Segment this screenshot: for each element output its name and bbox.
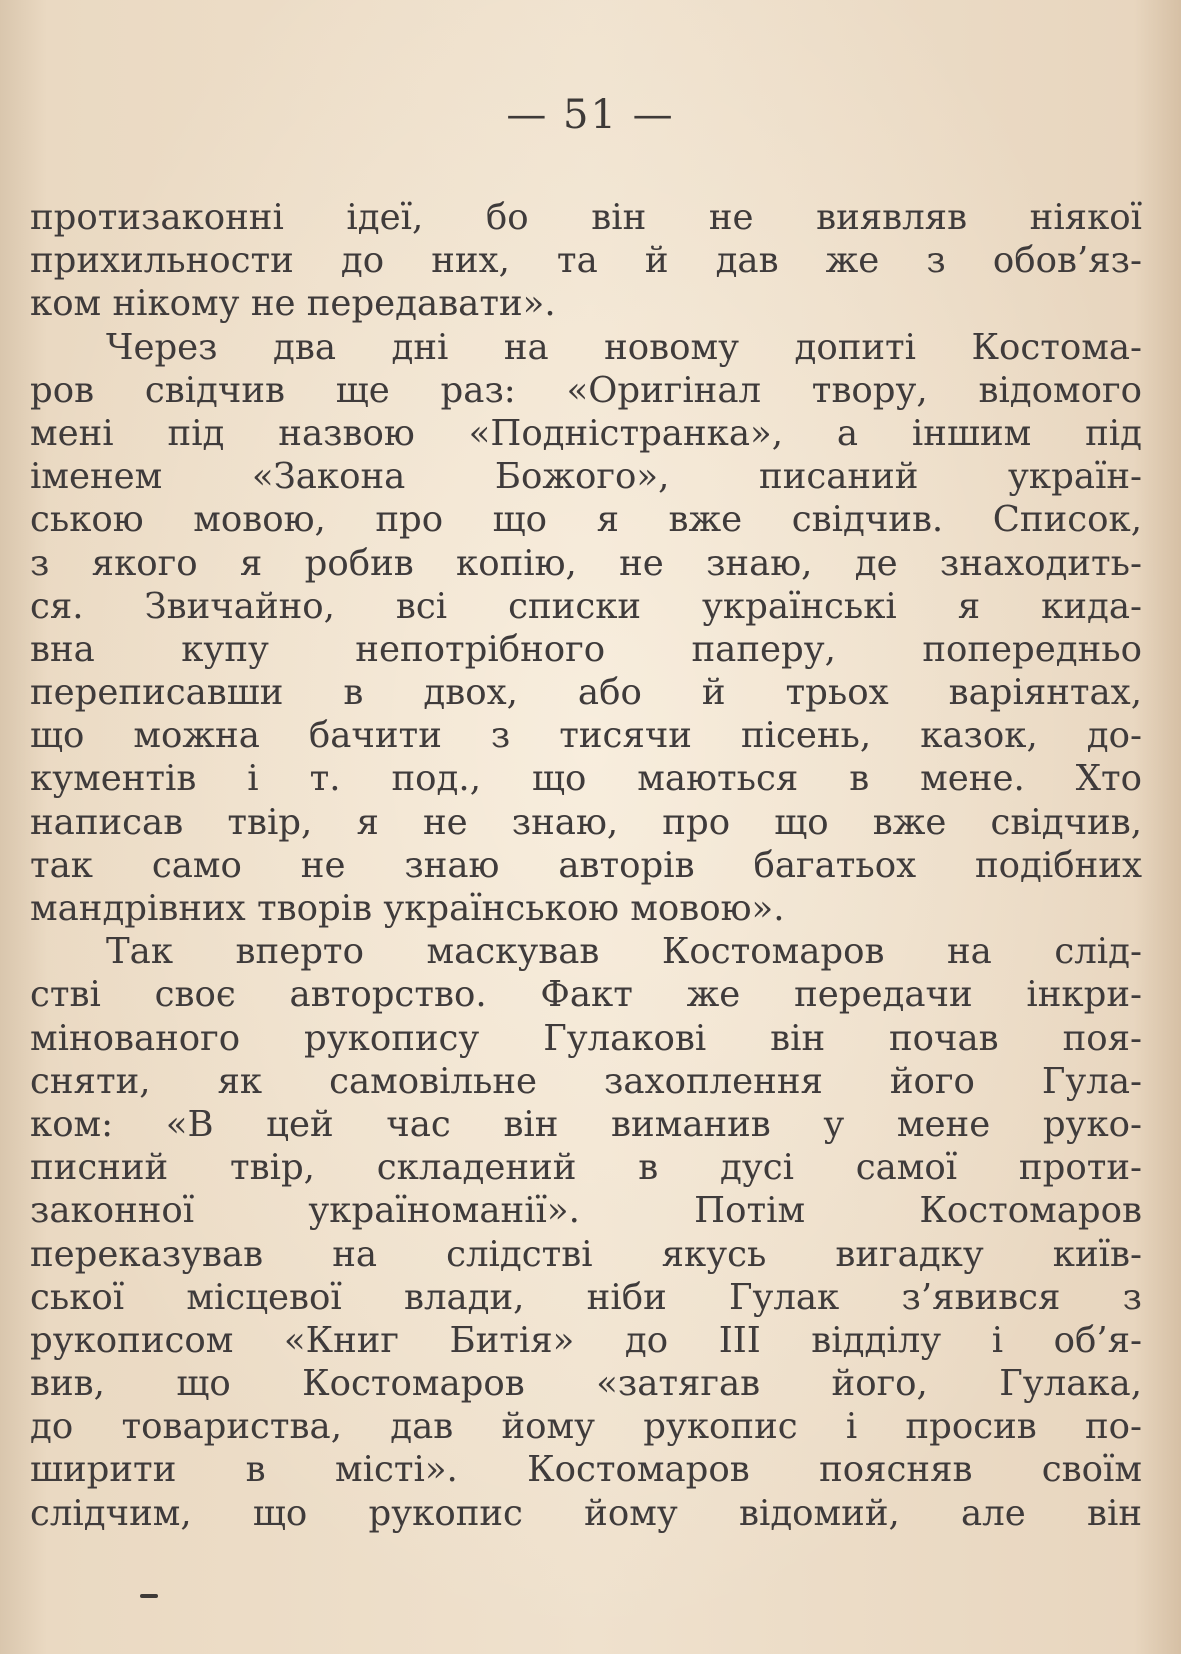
text-line: протизаконні ідеї, бо він не виявляв ніякої: [30, 197, 1142, 238]
text-line: рукописом «Книг Битія» до III відділу і об’я-: [30, 1319, 1142, 1361]
text-line: з якого я робив копію, не знаю, де знаходить-: [30, 542, 1142, 584]
text-line: ської місцевої влади, ніби Гулак з’явився з: [30, 1276, 1142, 1318]
text-line: мандрівних творів українською мовою».: [30, 888, 785, 929]
text-line: ров свідчив ще раз: «Оригінал твору, відомого: [30, 369, 1142, 411]
text-line: так само не знаю авторів багатьох подібних: [30, 844, 1142, 886]
text-line: переказував на слідстві якусь вигадку київ-: [30, 1233, 1142, 1275]
text-line: ською мовою, про що я вже свідчив. Список,: [30, 499, 1142, 541]
text-line: ком: «В цей час він виманив у мене руко-: [30, 1103, 1142, 1145]
text-line: вна купу непотрібного паперу, попередньо: [30, 628, 1142, 670]
text-line: писний твір, складений в дусі самої проти-: [30, 1147, 1142, 1189]
text-line: ком нікому не передавати».: [30, 283, 556, 325]
text-line: вив, що Костомаров «затягав його, Гулака,: [30, 1363, 1142, 1405]
text-line: переписавши в двох, або й трьох варіянтах,: [30, 672, 1142, 714]
text-line: Через два дні на новому допиті Костома-: [106, 326, 1142, 368]
ink-mark: [140, 1594, 158, 1598]
text-line: сняти, як самовільне захоплення його Гула-: [30, 1060, 1142, 1102]
text-line: слідчим, що рукопис йому відомий, але він: [30, 1492, 1142, 1534]
text-line: Так вперто маскував Костомаров на слід-: [106, 931, 1142, 973]
text-line: іменем «Закона Божого», писаний україн-: [30, 456, 1142, 498]
text-line: мінованого рукопису Гулакові він почав поя-: [30, 1017, 1142, 1059]
text-line: до товариства, дав йому рукопис і просив по-: [30, 1406, 1142, 1448]
text-line: ширити в місті». Костомаров поясняв своїм: [30, 1449, 1142, 1491]
text-line: стві своє авторство. Факт же передачи інкри-: [30, 974, 1142, 1016]
text-line: що можна бачити з тисячи пісень, казок, до-: [30, 715, 1142, 757]
body-text: [30, 196, 1142, 1535]
text-line: ся. Звичайно, всі списки українські я кида-: [30, 585, 1142, 627]
page-number: — 51 —: [506, 92, 675, 138]
text-line: прихильности до них, та й дав же з обов’яз-: [30, 240, 1142, 282]
text-line: написав твір, я не знаю, про що вже свідчив,: [30, 801, 1142, 843]
text-line: законної україноманії». Потім Костомаров: [30, 1190, 1142, 1232]
text-line: кументів і т. под., що маються в мене. Хто: [30, 758, 1142, 800]
text-line: мені під назвою «Подністранка», а іншим під: [30, 412, 1142, 454]
